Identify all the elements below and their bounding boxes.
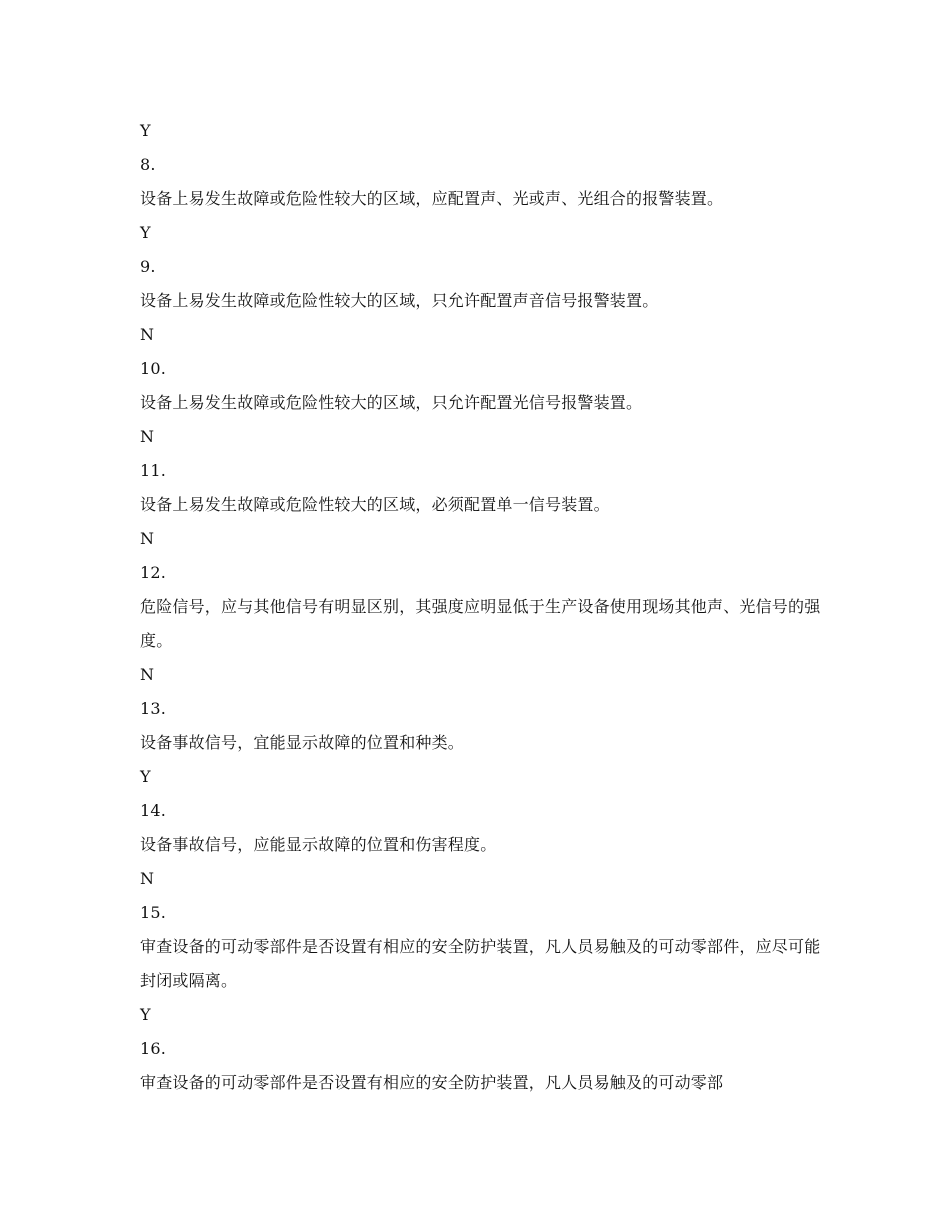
question-number: 15. — [140, 903, 167, 922]
answer-prev: Y — [140, 121, 151, 140]
document-page — [140, 114, 840, 1100]
question-number: 14. — [140, 801, 167, 820]
question-number: 9. — [140, 257, 156, 276]
question-number: 12. — [140, 563, 167, 582]
question-text: 设备上易发生故障或危险性较大的区域，只允许配置声音信号报警装置。 — [140, 291, 659, 310]
question-number: 8. — [140, 155, 156, 174]
question-number: 10. — [140, 359, 167, 378]
answer: Y — [140, 767, 151, 786]
answer: Y — [140, 223, 151, 242]
question-text: 设备事故信号，宜能显示故障的位置和种类。 — [140, 733, 465, 752]
question-text: 设备上易发生故障或危险性较大的区域，应配置声、光或声、光组合的报警装置。 — [140, 189, 724, 208]
question-number: 16. — [140, 1039, 167, 1058]
question-number: 11. — [140, 461, 167, 480]
answer: N — [140, 427, 155, 446]
question-text: 设备事故信号，应能显示故障的位置和伤害程度。 — [140, 835, 497, 854]
answer: N — [140, 325, 155, 344]
answer: Y — [140, 1005, 151, 1024]
question-text: 审查设备的可动零部件是否设置有相应的安全防护装置，凡人员易触及的可动零部件，应尽可能封闭或隔离。 — [140, 937, 821, 990]
answer: N — [140, 869, 155, 888]
question-text: 设备上易发生故障或危险性较大的区域，必须配置单一信号装置。 — [140, 495, 610, 514]
question-text: 设备上易发生故障或危险性较大的区域，只允许配置光信号报警装置。 — [140, 393, 643, 412]
question-text: 危险信号，应与其他信号有明显区别，其强度应明显低于生产设备使用现场其他声、光信号的强度。 — [140, 597, 821, 650]
answer: N — [140, 529, 155, 548]
question-number: 13. — [140, 699, 167, 718]
answer: N — [140, 665, 155, 684]
question-text: 审查设备的可动零部件是否设置有相应的安全防护装置，凡人员易触及的可动零部 — [140, 1073, 724, 1092]
